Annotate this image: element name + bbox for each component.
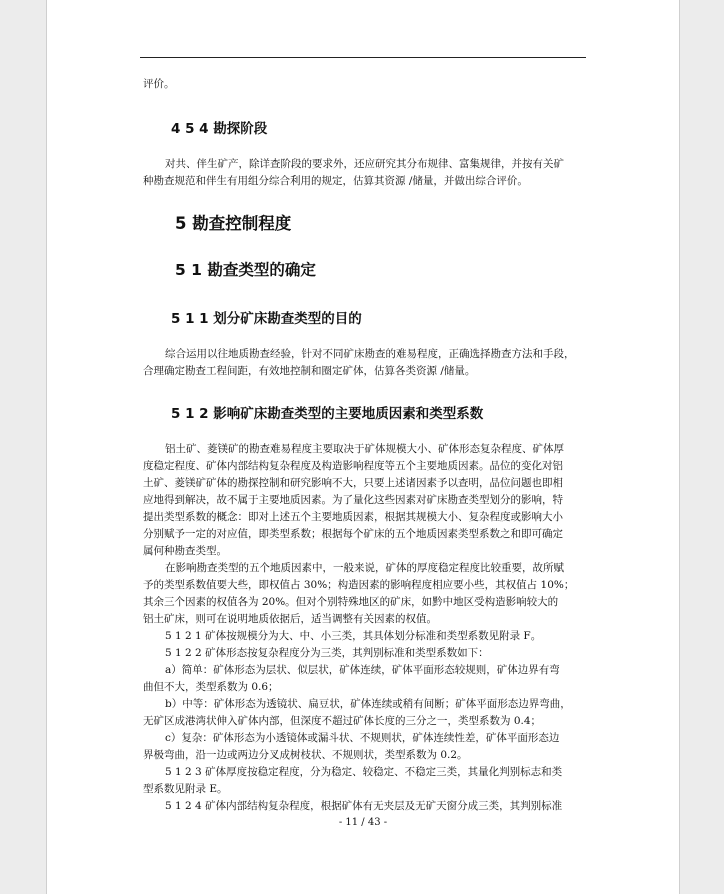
list-item-a-cont: 曲但不大，类型系数为 0.6；	[143, 681, 279, 693]
paragraph-line: 合理确定勘查工程间距，有效地控制和圈定矿体，估算各类资源 /储量。	[143, 365, 476, 377]
heading-5: 5 勘查控制程度	[175, 214, 292, 233]
paragraph-line: 予的类型系数值要大些，即权值占 30%；构造因素的影响程度相应要小些，其权值占 10%；	[143, 579, 575, 591]
paragraph-line: 度稳定程度、矿体内部结构复杂程度及构造影响程度等五个主要地质因素。品位的变化对铝	[143, 460, 563, 472]
list-item-a: a）简单：矿体形态为层状、似层状，矿体连续，矿体平面形态较规则，矿体边界有弯	[165, 664, 560, 676]
clause-5-1-2-2: 5 1 2 2 矿体形态按复杂程度分为三类，其判别标准和类型系数如下：	[165, 647, 489, 659]
paragraph-line: 提出类型系数的概念：即对上述五个主要地质因素，根据其规模大小、复杂程度或影响大小	[143, 511, 563, 523]
paragraph-line: 其余三个因素的权值各为 20%。但对个别特殊地区的矿床，如黔中地区受构造影响较大的	[143, 596, 559, 608]
text-line: 评价。	[143, 78, 175, 90]
clause-5-1-2-1: 5 1 2 1 矿体按规模分为大、中、小三类，其具体划分标准和类型系数见附录 F。	[165, 630, 542, 642]
paragraph-line: 分别赋予一定的对应值，即类型系数；根据每个矿床的五个地质因素类型系数之和即可确定	[143, 528, 563, 540]
paragraph-line: 铝土矿、菱镁矿的勘查难易程度主要取决于矿体规模大小、矿体形态复杂程度、矿体厚	[165, 443, 564, 455]
header-rule	[140, 57, 586, 58]
list-item-c-cont: 界极弯曲，沿一边或两边分叉成树枝状、不规则状，类型系数为 0.2。	[143, 749, 468, 761]
paragraph-line: 土矿、菱镁矿矿体的勘探控制和研究影响不大，只要上述诸因素予以查明，品位问题也即相	[143, 477, 563, 489]
clause-5-1-2-3-cont: 型系数见附录 E。	[143, 783, 228, 795]
paragraph-line: 应地得到解决，故不属于主要地质因素。为了量化这些因素对矿床勘查类型划分的影响，特	[143, 494, 563, 506]
clause-5-1-2-3: 5 1 2 3 矿体厚度按稳定程度，分为稳定、较稳定、不稳定三类，其量化判别标志和类	[165, 766, 563, 778]
page-number: - 11 / 43 -	[338, 817, 388, 828]
paragraph-line: 属何种勘查类型。	[143, 545, 227, 557]
paragraph-line: 对共、伴生矿产，除详查阶段的要求外，还应研究其分布规律、富集规律，并按有关矿	[165, 158, 564, 170]
heading-4-5-4: 4 5 4 勘探阶段	[171, 121, 268, 137]
paragraph-line: 种勘查规范和伴生有用组分综合利用的规定，估算其资源 /储量，并做出综合评价。	[143, 175, 528, 187]
list-item-b-cont: 无矿区成港湾状伸入矿体内部，但深度不超过矿体长度的三分之一，类型系数为 0.4；	[143, 715, 542, 727]
heading-5-1-1: 5 1 1 划分矿床勘查类型的目的	[171, 311, 362, 327]
clause-5-1-2-4: 5 1 2 4 矿体内部结构复杂程度，根据矿体有无夹层及无矿天窗分成三类，其判别标准	[165, 800, 563, 812]
heading-5-1-2: 5 1 2 影响矿床勘查类型的主要地质因素和类型系数	[171, 406, 484, 422]
paragraph-line: 铝土矿床，则可在说明地质依据后，适当调整有关因素的权值。	[143, 613, 437, 625]
list-item-c: c）复杂：矿体形态为小透镜体或漏斗状、不规则状，矿体连续性差，矿体平面形态边	[165, 732, 560, 744]
list-item-b: b）中等：矿体形态为透镜状、扁豆状，矿体连续或稍有间断；矿体平面形态边界弯曲，	[165, 698, 571, 710]
heading-5-1: 5 1 勘查类型的确定	[175, 261, 316, 279]
paragraph-line: 综合运用以往地质勘查经验，针对不同矿床勘查的难易程度，正确选择勘查方法和手段，	[165, 348, 575, 360]
paragraph-line: 在影响勘查类型的五个地质因素中，一般来说，矿体的厚度稳定程度比较重要，故所赋	[165, 562, 564, 574]
document-page	[46, 0, 680, 894]
